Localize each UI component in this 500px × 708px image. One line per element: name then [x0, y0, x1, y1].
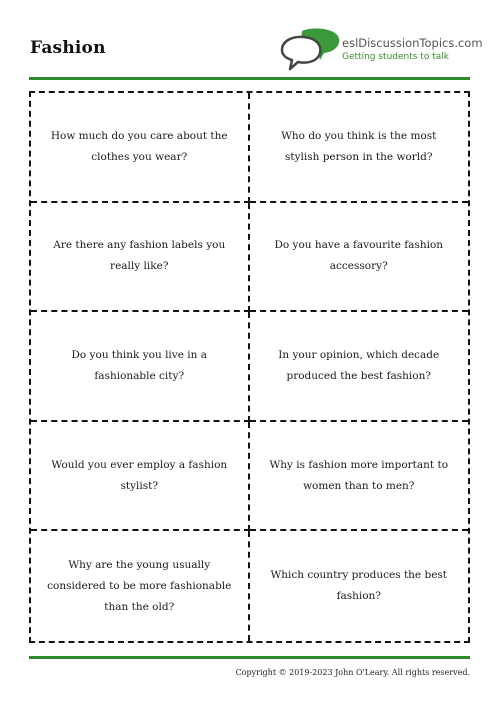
- question-text: In your opinion, which decade produced the best fashion?: [278, 348, 440, 382]
- question-text: Why are the young usually considered to be more fashionable than the old?: [47, 558, 232, 613]
- footer-divider: [29, 656, 470, 659]
- question-card: [250, 422, 469, 532]
- question-card: [31, 312, 250, 422]
- speech-bubbles-icon: [280, 28, 340, 72]
- question-card: [250, 531, 469, 641]
- header-divider: [29, 77, 470, 80]
- logo-site-name: eslDiscussionTopics.com: [342, 36, 483, 50]
- site-logo[interactable]: [280, 28, 483, 72]
- question-text: Are there any fashion labels you really like?: [53, 239, 226, 273]
- copyright-notice: Copyright © 2019-2023 John O'Leary. All rights reserved.: [235, 668, 470, 677]
- question-text: Which country produces the best fashion?: [270, 569, 448, 603]
- question-text: Why is fashion more important to women than to men?: [269, 458, 449, 492]
- question-text: How much do you care about the clothes you wear?: [50, 129, 228, 163]
- question-text: Do you have a favourite fashion accessory?: [274, 239, 444, 273]
- page-title: Fashion: [30, 38, 106, 58]
- question-card: [31, 93, 250, 203]
- question-card: [250, 312, 469, 422]
- question-card-grid: [29, 91, 470, 643]
- question-card: [31, 531, 250, 641]
- question-card: [250, 93, 469, 203]
- question-text: Do you think you live in a fashionable city?: [71, 348, 207, 382]
- question-text: Would you ever employ a fashion stylist?: [51, 458, 228, 492]
- question-card: [31, 203, 250, 313]
- logo-tagline: Getting students to talk: [342, 52, 449, 62]
- question-text: Who do you think is the most stylish person in the world?: [281, 129, 437, 163]
- question-card: [31, 422, 250, 532]
- question-card: [250, 203, 469, 313]
